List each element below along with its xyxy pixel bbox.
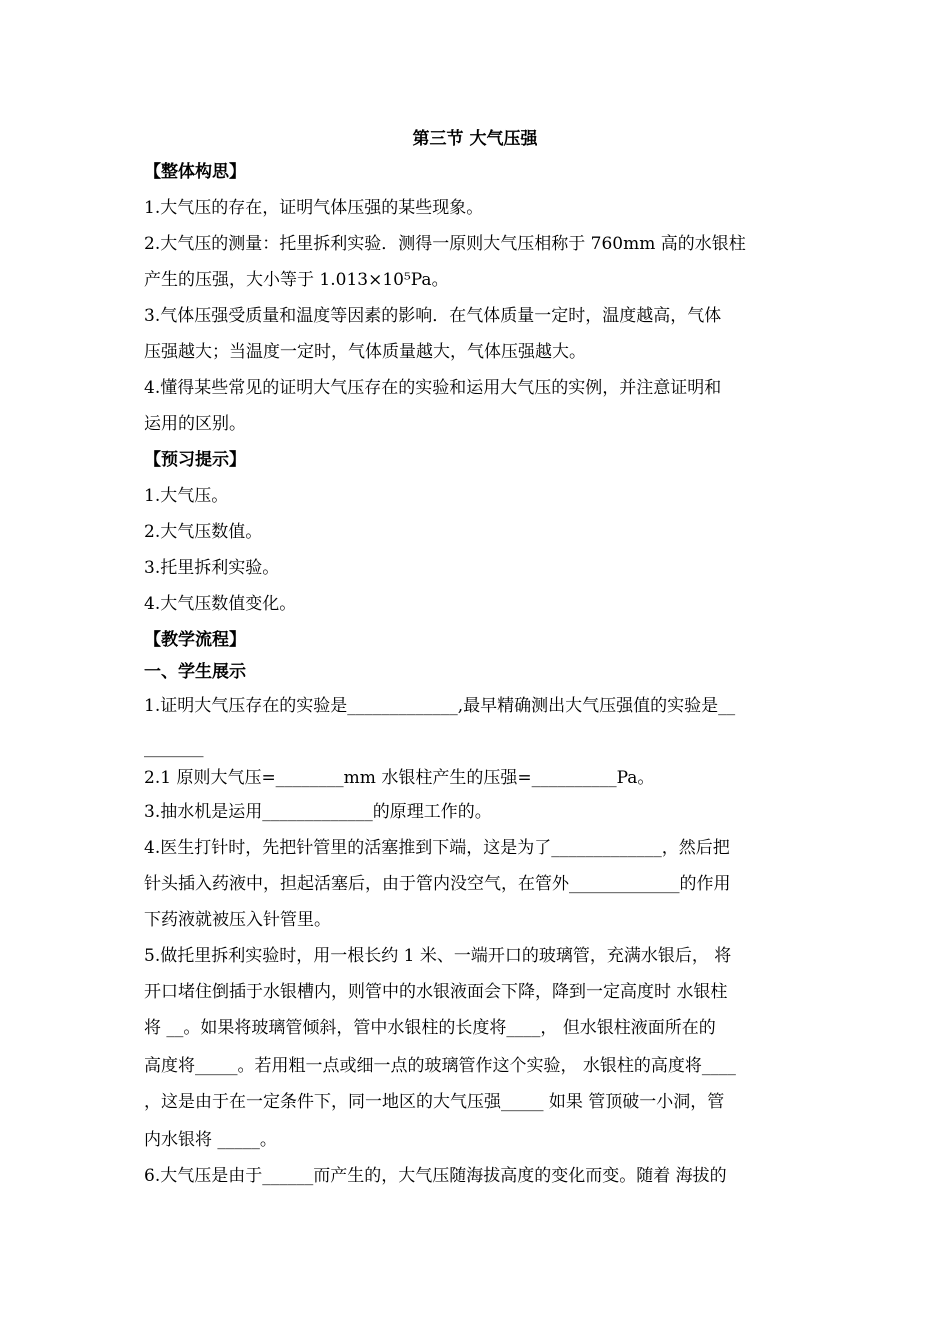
text-line: 1.大气压。 <box>144 486 229 506</box>
text-line: 运用的区别。 <box>144 414 246 434</box>
text-line: 内水银将 _____。 <box>144 1130 277 1150</box>
text-line: 2.1 原则大气压=________mm 水银柱产生的压强=__________Pa。 <box>144 768 655 788</box>
text-line: 3.托里拆利实验。 <box>144 558 280 578</box>
text-line: 4.医生打针时，先把针管里的活塞推到下端，这是为了_____________，然后把 <box>144 838 730 858</box>
page-title: 第三节 大气压强 <box>412 129 538 149</box>
text-line: 针头插入药液中，担起活塞后，由于管内没空气，在管外_____________的作用 <box>144 874 731 894</box>
text-line: ，这是由于在一定条件下，同一地区的大气压强_____ 如果 管顶破一小洞，管 <box>144 1092 725 1112</box>
text-line: 4.大气压数值变化。 <box>144 594 297 614</box>
text-line: 4.懂得某些常见的证明大气压存在的实验和运用大气压的实例，并注意证明和 <box>144 378 722 398</box>
text-line: 产生的压强，大小等于 1.013×10⁵Pa。 <box>144 270 449 290</box>
section-heading: 一、学生展示 <box>144 662 246 682</box>
text-line: 开口堵住倒插于水银槽内，则管中的水银液面会下降，降到一定高度时 水银柱 <box>144 982 728 1002</box>
section-heading: 【教学流程】 <box>144 630 246 650</box>
text-line: 6.大气压是由于______而产生的，大气压随海拔高度的变化而变。随着 海拔的 <box>144 1166 727 1186</box>
text-line: 3.气体压强受质量和温度等因素的影响．在气体质量一定时，温度越高，气体 <box>144 306 722 326</box>
text-line: 3.抽水机是运用_____________的原理工作的。 <box>144 802 492 822</box>
text-line: 下药液就被压入针管里。 <box>144 910 331 930</box>
text-line: 将 __。如果将玻璃管倾斜，管中水银柱的长度将____， 但水银柱液面所在的 <box>144 1018 716 1038</box>
text-line: _______ <box>144 738 204 758</box>
text-line: 高度将_____。若用粗一点或细一点的玻璃管作这个实验， 水银柱的高度将____ <box>144 1056 736 1076</box>
text-line: 5.做托里拆利实验时，用一根长约 1 米、一端开口的玻璃管，充满水银后， 将 <box>144 946 732 966</box>
text-line: 1.大气压的存在，证明气体压强的某些现象。 <box>144 198 484 218</box>
section-heading: 【预习提示】 <box>144 450 246 470</box>
text-line: 2.大气压数值。 <box>144 522 263 542</box>
text-line: 压强越大；当温度一定时，气体质量越大，气体压强越大。 <box>144 342 586 362</box>
text-line: 1.证明大气压存在的实验是_____________,最早精确测出大气压强值的实验是__ <box>144 696 736 716</box>
text-line: 2.大气压的测量：托里拆利实验．测得一原则大气压相称于 760mm 高的水银柱 <box>144 234 746 254</box>
section-heading: 【整体构思】 <box>144 162 246 182</box>
